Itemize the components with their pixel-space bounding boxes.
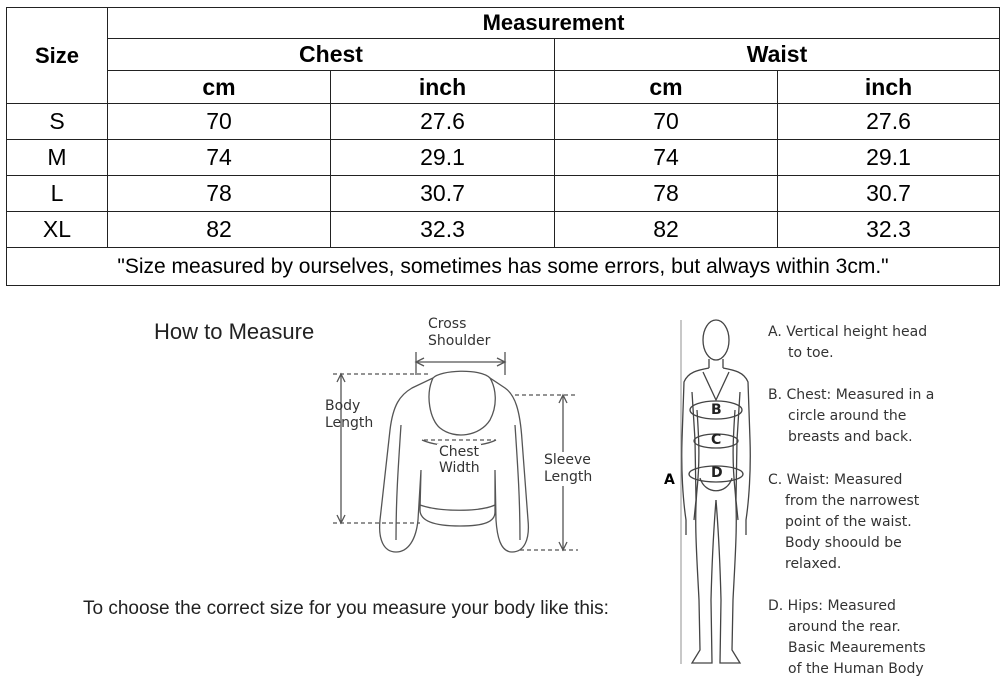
table-row <box>7 104 1000 140</box>
chest-cm-cell: 70 <box>108 104 331 140</box>
note-line: breasts and back. <box>788 429 913 445</box>
chest-header: Chest <box>108 39 555 71</box>
measure-instruction: To choose the correct size for you measure your body like this: <box>83 598 609 619</box>
note-line: from the narrowest <box>785 493 920 509</box>
sleeve-length-label-2: Length <box>544 469 593 485</box>
waist-inch-cell: 30.7 <box>778 176 1000 212</box>
measurement-header: Measurement <box>108 8 1000 39</box>
waist-cm-cell: 82 <box>555 212 778 248</box>
note-line: around the rear. <box>788 619 901 635</box>
note-line: D. Hips: Measured <box>768 598 896 614</box>
note-line: B. Chest: Measured in a <box>768 387 935 403</box>
chest-cm-cell: 74 <box>108 140 331 176</box>
size-cell: XL <box>7 212 108 248</box>
table-row <box>7 176 1000 212</box>
body-mark-b: B <box>711 402 722 418</box>
note-line: relaxed. <box>785 556 842 572</box>
note-line: point of the waist. <box>785 514 912 530</box>
waist-cm-cell: 74 <box>555 140 778 176</box>
note-b <box>768 385 998 448</box>
cross-shoulder-label-2: Shoulder <box>428 333 491 349</box>
body-length-label-1: Body <box>325 398 361 414</box>
size-note: "Size measured by ourselves, sometimes has some errors, but always within 3cm." <box>7 248 1000 286</box>
unit-header: inch <box>331 71 555 104</box>
note-line: circle around the <box>788 408 907 424</box>
note-line: C. Waist: Measured <box>768 472 903 488</box>
table-row <box>7 212 1000 248</box>
note-line: of the Human Body <box>788 661 924 677</box>
waist-inch-cell: 27.6 <box>778 104 1000 140</box>
waist-cm-cell: 78 <box>555 176 778 212</box>
note-line: Basic Meaurements <box>788 640 926 656</box>
unit-header: cm <box>555 71 778 104</box>
unit-header: inch <box>778 71 1000 104</box>
chest-width-label-2: Width <box>439 460 480 476</box>
note-a <box>768 322 998 364</box>
waist-header: Waist <box>555 39 1000 71</box>
unit-header: cm <box>108 71 331 104</box>
sleeve-length-label-1: Sleeve <box>544 452 591 468</box>
size-cell: L <box>7 176 108 212</box>
waist-inch-cell: 29.1 <box>778 140 1000 176</box>
size-cell: M <box>7 140 108 176</box>
body-mark-d: D <box>711 465 723 481</box>
size-header: Size <box>7 8 108 104</box>
size-cell: S <box>7 104 108 140</box>
waist-cm-cell: 70 <box>555 104 778 140</box>
note-c <box>768 470 998 575</box>
chest-inch-cell: 29.1 <box>331 140 555 176</box>
cross-shoulder-label-1: Cross <box>428 316 467 332</box>
note-line: A. Vertical height head <box>768 324 928 340</box>
how-to-measure-title: How to Measure <box>154 319 315 344</box>
table-row <box>7 140 1000 176</box>
chest-width-label-1: Chest <box>439 444 480 460</box>
chest-inch-cell: 30.7 <box>331 176 555 212</box>
chest-cm-cell: 82 <box>108 212 331 248</box>
note-d <box>768 596 998 680</box>
chest-cm-cell: 78 <box>108 176 331 212</box>
body-length-label-2: Length <box>325 415 374 431</box>
size-chart-table <box>6 7 1000 286</box>
note-line: Body shoould be <box>785 535 902 551</box>
body-mark-c: C <box>711 432 722 448</box>
body-mark-a: A <box>664 472 675 488</box>
chest-inch-cell: 27.6 <box>331 104 555 140</box>
chest-inch-cell: 32.3 <box>331 212 555 248</box>
note-line: to toe. <box>788 345 834 361</box>
waist-inch-cell: 32.3 <box>778 212 1000 248</box>
